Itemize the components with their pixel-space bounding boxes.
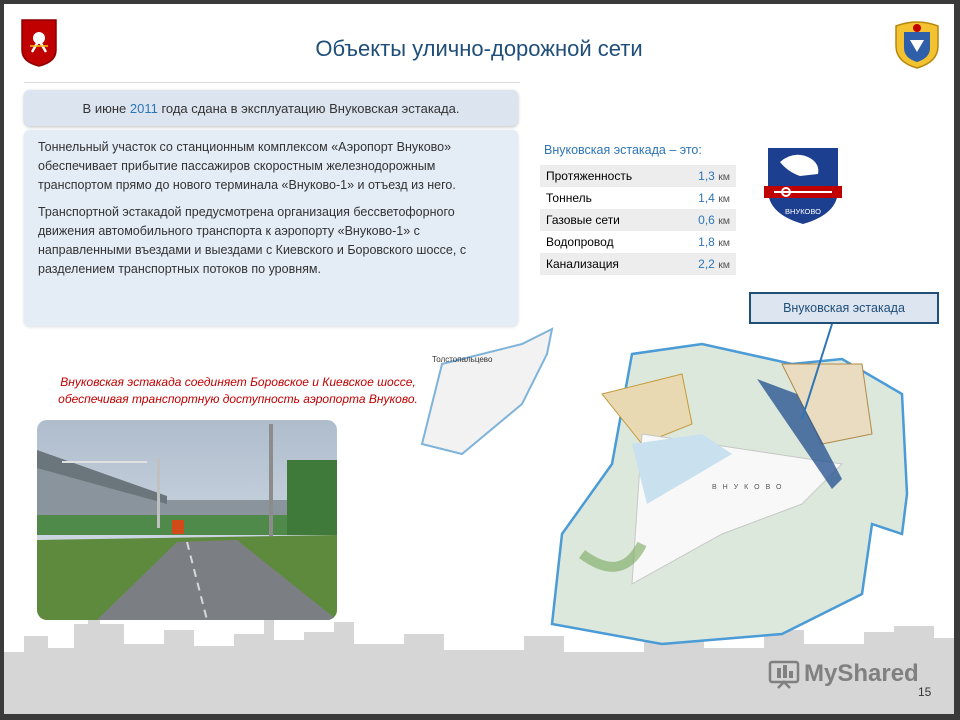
facts-row-value: 2,2 — [698, 257, 715, 271]
facts-row-value-cell — [675, 231, 736, 253]
facts-row-value-cell — [675, 209, 736, 231]
facts-row-value-cell — [675, 187, 736, 209]
district-logo-label: ВНУКОВО — [785, 207, 821, 216]
facts-row-label: Газовые сети — [540, 209, 675, 231]
watermark — [768, 658, 919, 690]
facts-row-value: 1,4 — [698, 191, 715, 205]
map-callout-label: Внуковская эстакада — [749, 292, 939, 324]
page-number: 15 — [918, 685, 932, 699]
facts-row-unit: км — [718, 215, 730, 227]
headline-prefix: В июне — [82, 100, 130, 116]
facts-row-label: Протяженность — [540, 165, 675, 187]
facts-table — [540, 165, 736, 275]
headline-suffix: года сдана в эксплуатацию Внуковская эстакада. — [157, 100, 460, 116]
facts-row — [540, 165, 736, 187]
district-map — [402, 294, 912, 654]
photo-caption: Внуковская эстакада соединяет Боровское и Киевское шоссе, обеспечивая транспортную доступность аэропорта Внуково. — [58, 375, 418, 406]
facts-row-unit: км — [718, 193, 730, 205]
headline-year: 2011 — [129, 100, 158, 116]
facts-row-value-cell — [675, 253, 736, 275]
map-airport-label: ВНУКОВО — [712, 484, 788, 491]
facts-row-value-cell — [675, 165, 736, 187]
headline-box — [24, 90, 518, 126]
facts-title: Внуковская эстакада – это: — [544, 143, 702, 157]
facts-row — [540, 253, 736, 275]
presentation-icon — [768, 659, 800, 689]
map-village-label: Толстопальцево — [432, 355, 493, 364]
facts-row — [540, 187, 736, 209]
watermark-text: MyShared — [804, 660, 919, 687]
facts-row-value: 1,3 — [698, 169, 715, 183]
facts-row-unit: км — [718, 259, 730, 271]
overpass-photo — [37, 420, 337, 620]
facts-row-label: Тоннель — [540, 187, 675, 209]
facts-row-label: Канализация — [540, 253, 675, 275]
vnukovo-district-logo-icon — [760, 142, 846, 228]
description-paragraph-2: Транспортной эстакадой предусмотрена организация бессветофорного движения автомобильного транспорта к аэропорту «Внуково-1» с направленными въездами и выездами с Киевского и Боровского шоссе, с разделением транспортных потоков по уровням. — [38, 205, 467, 276]
title-divider — [24, 82, 520, 83]
description-paragraph-1: Тоннельный участок со станционным комплексом «Аэропорт Внуково» обеспечивает прибытие пассажиров скоростным железнодорожным транспортом прямо до нового терминала «Внуково-1» и отъезд из него. — [38, 140, 456, 192]
facts-row-value: 0,6 — [698, 213, 715, 227]
facts-row-value: 1,8 — [698, 235, 715, 249]
facts-row — [540, 231, 736, 253]
slide — [4, 4, 954, 714]
facts-row-label: Водопровод — [540, 231, 675, 253]
facts-row — [540, 209, 736, 231]
facts-row-unit: км — [718, 237, 730, 249]
page-title: Объекты улично-дорожной сети — [315, 36, 643, 61]
facts-row-unit: км — [718, 171, 730, 183]
